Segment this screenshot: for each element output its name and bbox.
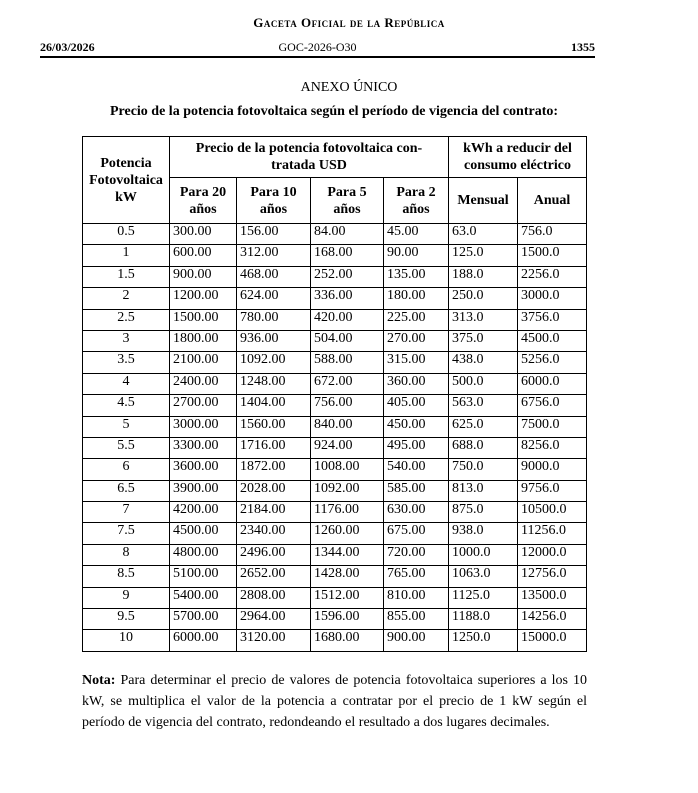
cell-price-10: 1872.00 [237,459,311,480]
cell-kwh-annual: 3000.0 [518,288,587,309]
cell-kwh-annual: 756.0 [518,224,587,245]
cell-price-20: 3300.00 [170,437,237,458]
cell-kwh-annual: 12756.0 [518,566,587,587]
cell-price-2: 675.00 [384,523,449,544]
table-row [83,502,587,523]
table-row [83,288,587,309]
cell-kwh-annual: 1500.0 [518,245,587,266]
table-row [83,266,587,287]
cell-kwh-annual: 11256.0 [518,523,587,544]
cell-power: 4.5 [83,395,170,416]
cell-price-10: 312.00 [237,245,311,266]
table-row [83,587,587,608]
cell-kwh-annual: 4500.0 [518,330,587,351]
cell-kwh-monthly: 1063.0 [449,566,518,587]
cell-kwh-annual: 7500.0 [518,416,587,437]
cell-kwh-annual: 3756.0 [518,309,587,330]
cell-price-5: 504.00 [311,330,384,351]
cell-price-20: 3600.00 [170,459,237,480]
cell-price-20: 2700.00 [170,395,237,416]
table-row [83,544,587,565]
cell-price-2: 450.00 [384,416,449,437]
table-row [83,523,587,544]
cell-price-5: 672.00 [311,373,384,394]
cell-kwh-monthly: 125.0 [449,245,518,266]
price-table [82,136,587,652]
cell-price-2: 270.00 [384,330,449,351]
cell-price-5: 252.00 [311,266,384,287]
cell-price-2: 765.00 [384,566,449,587]
cell-kwh-monthly: 688.0 [449,437,518,458]
cell-power: 5 [83,416,170,437]
cell-price-10: 2340.00 [237,523,311,544]
cell-power: 5.5 [83,437,170,458]
header-power: Potencia Fotovoltaica kW [83,137,170,224]
note-label: Nota: [82,673,116,688]
cell-kwh-monthly: 438.0 [449,352,518,373]
cell-price-5: 168.00 [311,245,384,266]
header-price-group: Precio de la potencia fotovoltaica con- tratada USD [170,137,449,178]
cell-kwh-monthly: 1250.0 [449,630,518,651]
header-10-years: Para 10 años [237,178,311,224]
cell-power: 10 [83,630,170,651]
cell-power: 1 [83,245,170,266]
cell-kwh-monthly: 625.0 [449,416,518,437]
table-caption: Precio de la potencia fotovoltaica según el período de vigencia del contrato: [109,104,559,119]
header-monthly: Mensual [449,178,518,224]
table-row [83,245,587,266]
cell-power: 2 [83,288,170,309]
cell-price-2: 405.00 [384,395,449,416]
header-rule [40,56,595,58]
page-header [40,40,595,55]
cell-price-5: 1680.00 [311,630,384,651]
table-body [83,224,587,652]
cell-price-2: 90.00 [384,245,449,266]
cell-price-10: 624.00 [237,288,311,309]
cell-price-2: 900.00 [384,630,449,651]
cell-price-5: 924.00 [311,437,384,458]
cell-price-10: 3120.00 [237,630,311,651]
cell-price-20: 300.00 [170,224,237,245]
table-row [83,459,587,480]
cell-price-10: 936.00 [237,330,311,351]
cell-kwh-monthly: 1188.0 [449,609,518,630]
table-row [83,352,587,373]
cell-price-20: 4200.00 [170,502,237,523]
cell-power: 2.5 [83,309,170,330]
gazette-title: Gaceta Oficial de la República [253,15,445,30]
table-row [83,330,587,351]
cell-price-2: 315.00 [384,352,449,373]
cell-price-2: 45.00 [384,224,449,245]
cell-price-20: 6000.00 [170,630,237,651]
cell-power: 8 [83,544,170,565]
cell-power: 6.5 [83,480,170,501]
cell-price-2: 225.00 [384,309,449,330]
cell-kwh-monthly: 1125.0 [449,587,518,608]
table-row [83,416,587,437]
cell-power: 3.5 [83,352,170,373]
cell-price-20: 2400.00 [170,373,237,394]
cell-power: 1.5 [83,266,170,287]
header-5-years: Para 5 años [311,178,384,224]
cell-price-5: 1008.00 [311,459,384,480]
cell-price-20: 4800.00 [170,544,237,565]
table-row [83,630,587,651]
cell-kwh-monthly: 63.0 [449,224,518,245]
cell-kwh-monthly: 188.0 [449,266,518,287]
cell-price-2: 720.00 [384,544,449,565]
header-kwh-group: kWh a reducir del consumo eléctrico [449,137,587,178]
cell-price-2: 585.00 [384,480,449,501]
cell-kwh-monthly: 313.0 [449,309,518,330]
cell-price-10: 2184.00 [237,502,311,523]
cell-price-5: 1092.00 [311,480,384,501]
cell-price-20: 5100.00 [170,566,237,587]
cell-power: 3 [83,330,170,351]
header-20-years: Para 20 años [170,178,237,224]
cell-price-10: 1092.00 [237,352,311,373]
cell-kwh-annual: 8256.0 [518,437,587,458]
issue-code: GOC-2026-O30 [278,40,357,54]
cell-price-5: 1344.00 [311,544,384,565]
cell-price-2: 540.00 [384,459,449,480]
page-number: 1355 [571,40,595,54]
cell-kwh-monthly: 750.0 [449,459,518,480]
cell-price-5: 840.00 [311,416,384,437]
cell-price-10: 780.00 [237,309,311,330]
cell-price-20: 4500.00 [170,523,237,544]
cell-kwh-annual: 6756.0 [518,395,587,416]
cell-price-20: 900.00 [170,266,237,287]
annex-title: ANEXO ÚNICO [300,80,398,95]
cell-price-5: 1512.00 [311,587,384,608]
table-row [83,309,587,330]
cell-kwh-monthly: 813.0 [449,480,518,501]
cell-kwh-monthly: 938.0 [449,523,518,544]
cell-price-10: 2028.00 [237,480,311,501]
cell-kwh-annual: 12000.0 [518,544,587,565]
cell-kwh-annual: 14256.0 [518,609,587,630]
cell-price-10: 1716.00 [237,437,311,458]
cell-price-20: 1500.00 [170,309,237,330]
cell-price-10: 1404.00 [237,395,311,416]
cell-price-10: 2652.00 [237,566,311,587]
cell-price-20: 1200.00 [170,288,237,309]
issue-date: 26/03/2026 [40,40,95,54]
cell-price-5: 756.00 [311,395,384,416]
cell-price-2: 135.00 [384,266,449,287]
table-row [83,480,587,501]
table-row [83,566,587,587]
cell-kwh-monthly: 375.0 [449,330,518,351]
cell-kwh-annual: 15000.0 [518,630,587,651]
cell-kwh-annual: 5256.0 [518,352,587,373]
header-annual: Anual [518,178,587,224]
cell-kwh-monthly: 500.0 [449,373,518,394]
table-header [83,137,587,224]
cell-kwh-annual: 13500.0 [518,587,587,608]
cell-price-10: 2808.00 [237,587,311,608]
cell-price-2: 855.00 [384,609,449,630]
cell-price-10: 2496.00 [237,544,311,565]
cell-kwh-monthly: 250.0 [449,288,518,309]
cell-price-10: 2964.00 [237,609,311,630]
note [82,670,587,733]
cell-power: 9.5 [83,609,170,630]
cell-price-20: 5700.00 [170,609,237,630]
cell-price-5: 1176.00 [311,502,384,523]
cell-price-10: 1560.00 [237,416,311,437]
cell-price-20: 1800.00 [170,330,237,351]
cell-price-10: 156.00 [237,224,311,245]
cell-price-5: 1260.00 [311,523,384,544]
cell-price-20: 5400.00 [170,587,237,608]
cell-price-5: 84.00 [311,224,384,245]
cell-price-2: 810.00 [384,587,449,608]
cell-power: 7 [83,502,170,523]
cell-power: 7.5 [83,523,170,544]
cell-price-20: 3000.00 [170,416,237,437]
cell-kwh-annual: 9000.0 [518,459,587,480]
cell-price-5: 1428.00 [311,566,384,587]
cell-kwh-monthly: 875.0 [449,502,518,523]
cell-price-10: 1248.00 [237,373,311,394]
cell-power: 8.5 [83,566,170,587]
cell-price-5: 336.00 [311,288,384,309]
cell-price-5: 588.00 [311,352,384,373]
cell-price-2: 180.00 [384,288,449,309]
cell-power: 9 [83,587,170,608]
table-row [83,609,587,630]
cell-power: 6 [83,459,170,480]
table-row [83,437,587,458]
cell-price-2: 495.00 [384,437,449,458]
header-2-years: Para 2 años [384,178,449,224]
cell-kwh-annual: 10500.0 [518,502,587,523]
table-row [83,395,587,416]
table-row [83,373,587,394]
cell-price-2: 630.00 [384,502,449,523]
cell-price-20: 2100.00 [170,352,237,373]
cell-power: 0.5 [83,224,170,245]
cell-price-10: 468.00 [237,266,311,287]
cell-price-5: 420.00 [311,309,384,330]
cell-kwh-monthly: 563.0 [449,395,518,416]
cell-price-20: 600.00 [170,245,237,266]
cell-price-5: 1596.00 [311,609,384,630]
table-row [83,224,587,245]
cell-kwh-annual: 9756.0 [518,480,587,501]
cell-power: 4 [83,373,170,394]
note-text: Para determinar el precio de valores de potencia fotovoltaica superiores a los 10 kW, se multiplica el valor de la potencia a contratar por el precio de 1 kW según el período de vigencia del contrato, redondeando el resultado a dos lugares decimales. [82,673,588,730]
cell-price-2: 360.00 [384,373,449,394]
cell-kwh-monthly: 1000.0 [449,544,518,565]
cell-kwh-annual: 2256.0 [518,266,587,287]
cell-price-20: 3900.00 [170,480,237,501]
cell-kwh-annual: 6000.0 [518,373,587,394]
